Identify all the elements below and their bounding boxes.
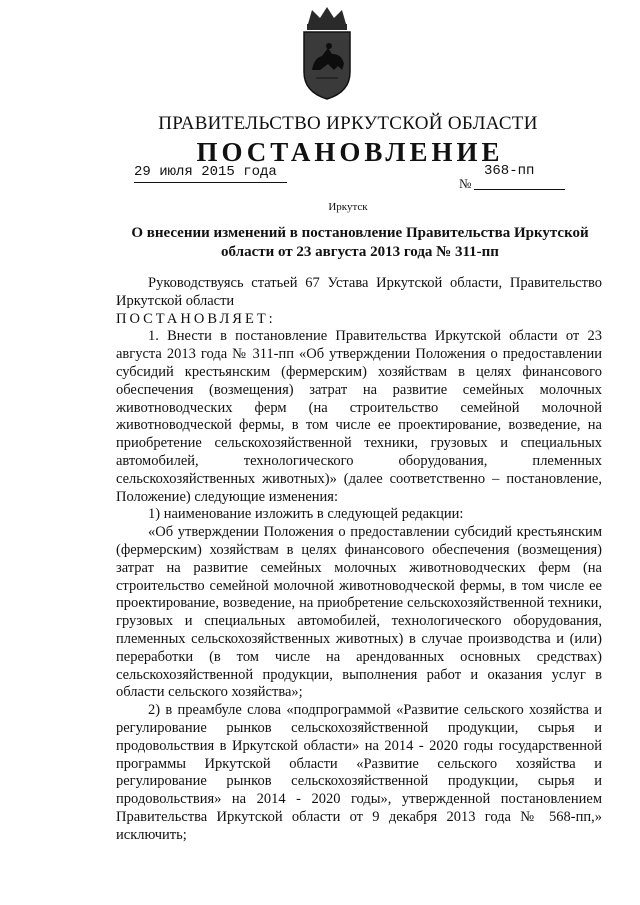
item-1-paragraph: 1. Внести в постановление Правительства Иркутской области от 23 августа 2013 года № 311-пп «Об утверждении Положения о предоставлении субсидий крестьянским (фермерским) хозяйствам в целях финансового обеспечения (возмещения) затрат на развитие семейных молочных животноводческих ферм (на строительство семейной молочной животноводческой фермы, в том числе ее проектирование, возведение, на приобретение сельскохозяйственной техники, грузовых и специальных автомобилей, технологического оборудования, племенных сельскохозяйственных животных)» (далее соответственно – постановление, Положение) следующие изменения: (116, 328, 602, 505)
subitem-2-paragraph: 2) в преамбуле слова «подпрограммой «Развитие сельского хозяйства и регулирование рынков сельскохозяйственной продукции, сырья и продовольствия в Иркутской области» на 2014 - 2020 годы государственной программы Иркутской области «Развитие сельского хозяйства и регулирование рынков сельскохозяйственной продукции, сырья и продовольствия» на 2014 - 2020 годы», утвержденной постановлением Правительства Иркутской области от 9 декабря 2013 года № 568-пп,» исключить; (116, 702, 602, 843)
city: Иркутск (328, 201, 368, 213)
preamble-paragraph: Руководствуясь статьей 67 Устава Иркутской области, Правительство Иркутской области (116, 275, 602, 309)
document-date: 29 июля 2015 года (134, 164, 287, 183)
resolves-heading: ПОСТАНОВЛЯЕТ: (116, 310, 276, 327)
number-sign: № (459, 176, 472, 191)
government-name: ПРАВИТЕЛЬСТВО ИРКУТСКОЙ ОБЛАСТИ (158, 113, 538, 134)
document-title: О внесении изменений в постановление Правительства Иркутской области от 23 августа 2013 года № 311-пп (131, 225, 589, 260)
document-type: ПОСТАНОВЛЕНИЕ (196, 137, 504, 167)
new-title-quote-paragraph: «Об утверждении Положения о предоставлении субсидий крестьянским (фермерским) хозяйствам в целях финансового обеспечения (возмещения) затрат на развитие семейных молочных животноводческих ферм (на строительство семейной молочной животноводческой фермы, в том числе ее проектирование, возведение, на приобретение сельскохозяйственной техники, грузовых и специальных автомобилей, технологического оборудования, племенных сельскохозяйственных животных) в случае производства и (или) переработки (в том числе на арендованных основных средствах) сельскохозяйственной продукции, выполнения работ и оказания услуг в области сельского хозяйства»; (116, 524, 602, 701)
coat-of-arms-icon (298, 4, 356, 102)
subitem-1-paragraph: 1) наименование изложить в следующей редакции: (148, 506, 464, 523)
document-body (116, 275, 602, 845)
document-number: 368-пп (484, 163, 535, 179)
number-underline (474, 189, 565, 190)
